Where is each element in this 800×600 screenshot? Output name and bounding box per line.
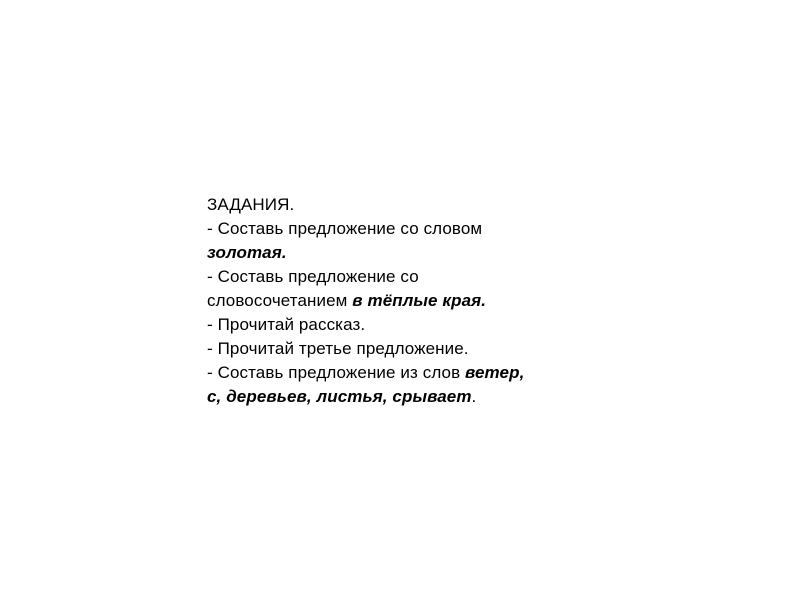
task-3 bbox=[207, 313, 607, 337]
task-2-emphasis: в тёплые края. bbox=[352, 291, 487, 310]
task-1 bbox=[207, 217, 607, 241]
task-5 bbox=[207, 361, 607, 385]
task-2-text-line1: - Составь предложение со bbox=[207, 267, 419, 286]
task-3-text: - Прочитай рассказ. bbox=[207, 315, 366, 334]
task-4-text: - Прочитай третье предложение. bbox=[207, 339, 469, 358]
task-2 bbox=[207, 265, 607, 289]
task-2-text-line2: словосочетанием bbox=[207, 291, 353, 310]
task-4 bbox=[207, 337, 607, 361]
task-5-emphasis-line1: ветер, bbox=[465, 363, 525, 382]
task-1-text: - Составь предложение со словом bbox=[207, 219, 483, 238]
task-5-text: - Составь предложение из слов bbox=[207, 363, 466, 382]
tasks-heading: ЗАДАНИЯ. bbox=[207, 195, 295, 214]
tasks-block bbox=[207, 193, 607, 409]
task-5-line2 bbox=[207, 385, 607, 409]
task-5-end: . bbox=[471, 387, 477, 406]
task-1-emphasis-line bbox=[207, 241, 607, 265]
task-1-emphasis: золотая. bbox=[207, 243, 287, 262]
task-5-emphasis-line2: с, деревьев, листья, срывает bbox=[207, 387, 472, 406]
task-2-line2 bbox=[207, 289, 607, 313]
